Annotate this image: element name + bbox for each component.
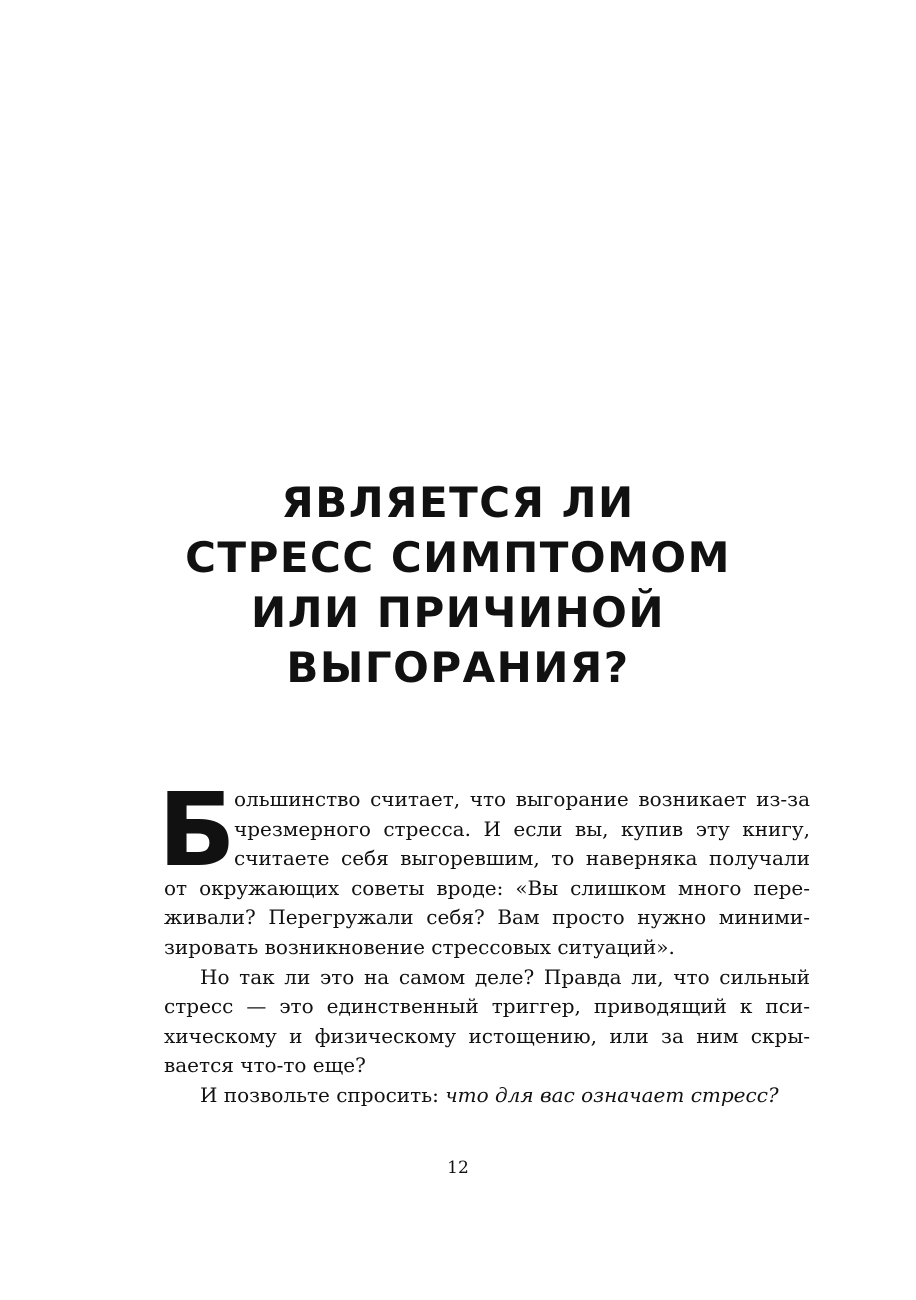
- text-line: чрезмерного стресса. И если вы, купив эту книгу,: [234, 816, 810, 841]
- text-line: хическому и физическому истощению, или за ним скры-: [164, 1023, 810, 1048]
- text-line: Но так ли это на самом деле? Правда ли, что сильный: [200, 964, 810, 989]
- text-line: стресс — это единственный триггер, приводящий к пси-: [164, 994, 810, 1019]
- drop-cap: Б: [158, 771, 236, 890]
- text-line: живали? Перегружали себя? Вам просто нужно миними-: [164, 905, 810, 930]
- chapter-title-line: ЯВЛЯЕТСЯ ЛИ: [281, 478, 635, 527]
- chapter-title-line: ВЫГОРАНИЯ?: [286, 643, 630, 692]
- text-line: [164, 1081, 810, 1111]
- body-text: [158, 771, 810, 1111]
- chapter-title: [0, 475, 916, 695]
- text-line: зировать возникновение стрессовых ситуаций».: [164, 934, 675, 959]
- paragraph-3: [164, 1081, 810, 1111]
- text-line: ольшинство считает, что выгорание возникает из-за: [234, 787, 810, 811]
- text-line: считаете себя выгоревшим, то наверняка получали: [234, 846, 810, 871]
- text-italic: что для вас означает стресс?: [445, 1082, 779, 1107]
- chapter-title-line: СТРЕСС СИМПТОМОМ: [185, 533, 731, 582]
- paragraph-2: [164, 963, 810, 1081]
- text-line: от окружающих советы вроде: «Вы слишком много пере-: [164, 875, 810, 900]
- page-number: 12: [447, 1158, 469, 1178]
- chapter-title-line: ИЛИ ПРИЧИНОЙ: [251, 588, 665, 637]
- text-plain: И позвольте спросить:: [200, 1082, 446, 1107]
- text-line: вается что-то еще?: [164, 1053, 366, 1078]
- paragraph-1: [164, 785, 810, 963]
